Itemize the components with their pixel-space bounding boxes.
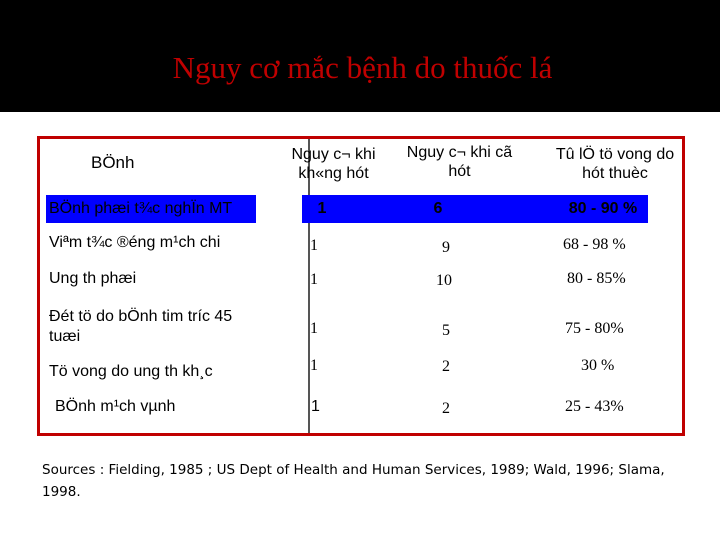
- row1-risk-nonsmoker: 1: [302, 195, 342, 223]
- row1-death-share: 80 - 90 %: [558, 195, 648, 223]
- row6-risk-smoker: 2: [442, 400, 450, 417]
- header-risk-nonsmoker: Nguy c¬ khi kh«ng hót: [291, 146, 376, 182]
- header-disease: BÖnh: [91, 153, 135, 172]
- row3-risk-smoker: 10: [436, 272, 452, 289]
- row2-risk-nonsmoker: 1: [310, 237, 318, 254]
- row6-risk-nonsmoker: 1: [311, 398, 320, 415]
- row4-risk-nonsmoker: 1: [310, 320, 318, 337]
- header-death-share: Tû lÖ tö vong do hót thuèc: [555, 146, 675, 182]
- row4-disease: Đét tö do bÖnh tim tríc 45 tuæi: [49, 308, 233, 345]
- row5-risk-nonsmoker: 1: [310, 357, 318, 374]
- row2-death-share: 68 - 98 %: [563, 236, 626, 253]
- row5-disease: Tö vong do ung th kh¸c: [49, 363, 213, 380]
- row6-death-share: 25 - 43%: [565, 398, 624, 415]
- header-risk-smoker: Nguy c¬ khi cã hót: [406, 144, 513, 180]
- slide-title: Nguy cơ mắc bệnh do thuốc lá: [172, 50, 553, 85]
- risk-table: [37, 136, 685, 436]
- row3-risk-nonsmoker: 1: [310, 271, 318, 288]
- row4-death-share: 75 - 80%: [565, 320, 624, 337]
- row1-disease: BÖnh phæi t¾c nghÏn MT: [49, 200, 233, 217]
- row6-disease: BÖnh m¹ch vµnh: [55, 398, 176, 415]
- sources-note: Sources : Fielding, 1985 ; US Dept of Health and Human Services, 1989; Wald, 1996; Slama, 1998.: [42, 462, 665, 500]
- row3-disease: Ung th phæi: [49, 270, 137, 287]
- row5-death-share: 30 %: [581, 357, 615, 374]
- row4-risk-smoker: 5: [442, 322, 450, 339]
- row5-risk-smoker: 2: [442, 358, 450, 375]
- row2-disease: Viªm t¾c ®éng m¹ch chi: [49, 234, 221, 251]
- row2-risk-smoker: 9: [442, 239, 450, 256]
- row3-death-share: 80 - 85%: [567, 270, 626, 287]
- row1-risk-smoker-badge: 6: [422, 195, 454, 223]
